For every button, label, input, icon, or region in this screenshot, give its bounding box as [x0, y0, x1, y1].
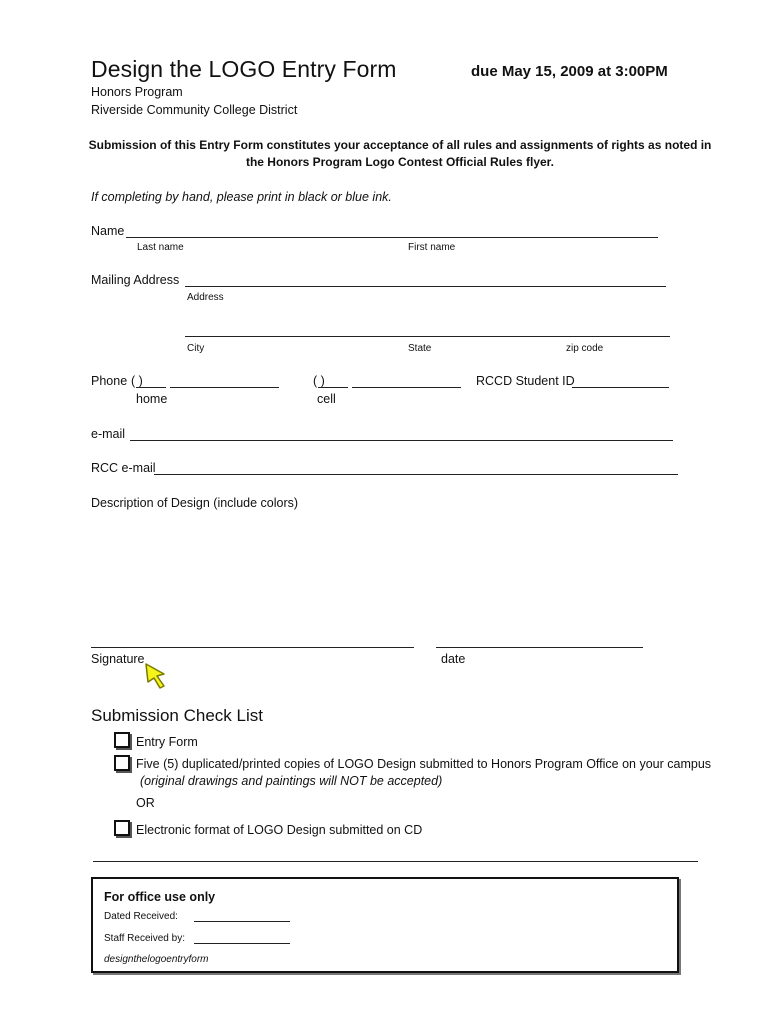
rcc-email-label: RCC e-mail	[91, 461, 156, 475]
zip-caption: zip code	[566, 343, 604, 354]
description-label: Description of Design (include colors)	[91, 496, 299, 510]
cd-checkbox[interactable]	[114, 820, 130, 836]
student-id-field[interactable]	[572, 387, 669, 388]
last-name-caption: Last name	[137, 242, 184, 253]
org-line-2: Riverside Community College District	[91, 103, 298, 117]
notice-line-1: Submission of this Entry Form constitutes your acceptance of all rules and assignments of rights as noted in	[88, 138, 712, 152]
dated-received-field[interactable]	[194, 921, 290, 922]
or-separator: OR	[136, 796, 155, 810]
home-phone-field[interactable]	[170, 387, 279, 388]
section-divider	[93, 861, 698, 862]
acceptance-notice	[60, 137, 740, 171]
dated-received-label: Dated Received:	[104, 911, 178, 922]
student-id-label: RCCD Student ID	[476, 374, 575, 388]
home-area-code: ( )	[131, 374, 143, 388]
signature-field[interactable]	[91, 647, 414, 648]
email-field[interactable]	[130, 440, 673, 441]
name-label: Name	[91, 224, 125, 238]
phone-label: Phone	[91, 374, 128, 388]
address-field[interactable]	[185, 286, 666, 287]
cell-area-code: ( )	[313, 374, 325, 388]
signature-label: Signature	[91, 652, 145, 666]
checklist-item-cd: Electronic format of LOGO Design submitted on CD	[136, 823, 423, 837]
home-caption: home	[136, 392, 168, 406]
address-caption: Address	[187, 292, 224, 303]
date-field[interactable]	[436, 647, 643, 648]
state-caption: State	[408, 343, 432, 354]
home-area-code-field[interactable]	[136, 387, 166, 388]
cell-phone-field[interactable]	[352, 387, 461, 388]
copies-checkbox[interactable]	[114, 755, 130, 771]
ink-instruction: If completing by hand, please print in black or blue ink.	[91, 190, 392, 204]
form-identifier: designthelogoentryform	[104, 954, 209, 965]
office-use-box	[91, 877, 679, 973]
office-use-title: For office use only	[104, 890, 216, 904]
copies-note: (original drawings and paintings will NOT be accepted)	[140, 774, 443, 788]
page-title: Design the LOGO Entry Form	[91, 56, 397, 82]
arrow-cursor-icon	[144, 662, 168, 690]
org-line-1: Honors Program	[91, 85, 183, 99]
cell-caption: cell	[317, 392, 336, 406]
name-field[interactable]	[126, 237, 658, 238]
checklist-item-entry-form: Entry Form	[136, 735, 198, 749]
city-caption: City	[187, 343, 205, 354]
description-area[interactable]	[91, 515, 681, 630]
due-date: due May 15, 2009 at 3:00PM	[471, 63, 668, 80]
staff-received-label: Staff Received by:	[104, 933, 185, 944]
checklist-title: Submission Check List	[91, 706, 263, 725]
entry-form-checkbox[interactable]	[114, 732, 130, 748]
city-state-zip-field[interactable]	[185, 336, 670, 337]
rcc-email-field[interactable]	[154, 474, 678, 475]
notice-line-2: the Honors Program Logo Contest Official Rules flyer.	[245, 155, 555, 169]
checklist-item-copies: Five (5) duplicated/printed copies of LOGO Design submitted to Honors Program Office on your campus	[136, 757, 712, 771]
email-label: e-mail	[91, 427, 126, 441]
cell-area-code-field[interactable]	[318, 387, 348, 388]
date-label: date	[441, 652, 466, 666]
staff-received-field[interactable]	[194, 943, 290, 944]
mailing-address-label: Mailing Address	[91, 273, 180, 287]
first-name-caption: First name	[408, 242, 456, 253]
